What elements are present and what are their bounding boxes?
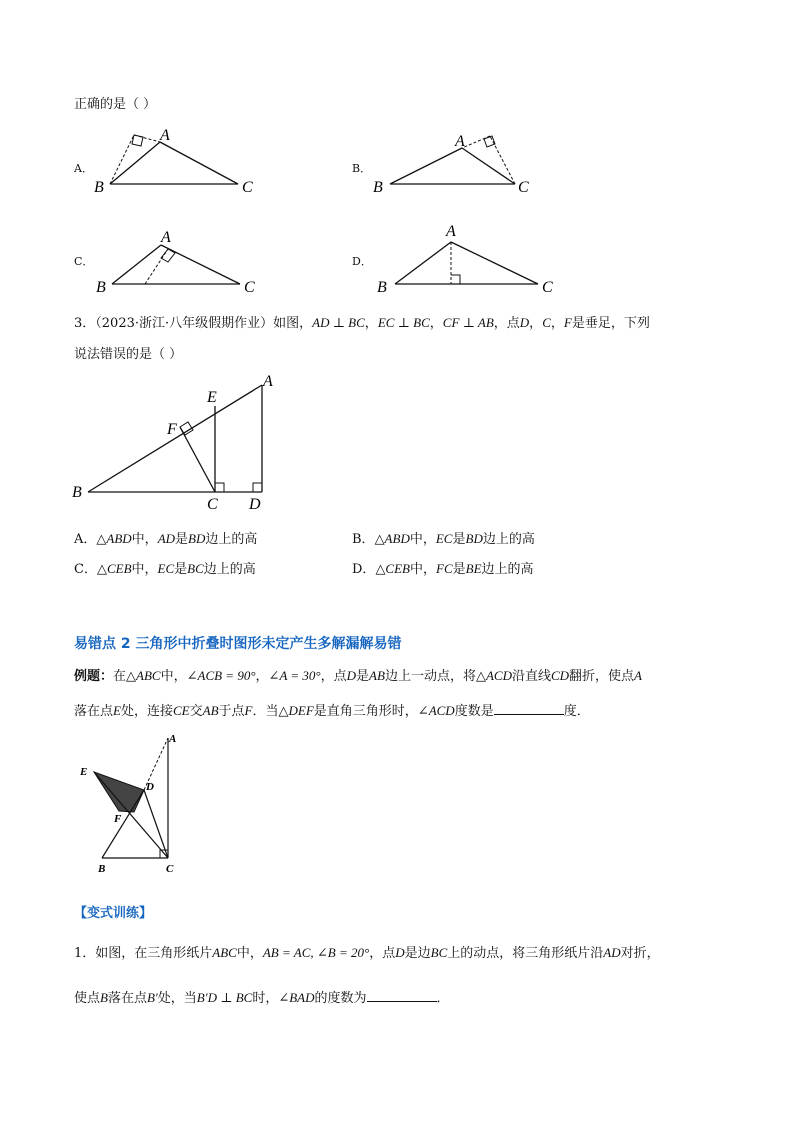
q3-option-a: A．△ABD中，AD是BD边上的高 bbox=[74, 531, 258, 547]
q2-option-a-label: A． bbox=[74, 162, 93, 175]
q2-d-pt-b: B bbox=[377, 279, 387, 296]
ex-pt-e: E bbox=[80, 766, 88, 778]
q3-pt-c: C bbox=[207, 496, 218, 513]
variant-answer-blank[interactable] bbox=[367, 989, 437, 1002]
q2-a-pt-a: A bbox=[160, 127, 170, 144]
q2-option-b-label: B． bbox=[352, 162, 372, 175]
q3-option-c: C．△CEB中，EC是BC边上的高 bbox=[74, 561, 256, 577]
q2-stem: 正确的是（ ） bbox=[74, 97, 157, 112]
q3-option-d: D．△CEB中，FC是BE边上的高 bbox=[352, 561, 534, 577]
q3-pt-e: E bbox=[207, 389, 217, 406]
ex-pt-f: F bbox=[114, 813, 122, 825]
q2-d-pt-c: C bbox=[542, 279, 553, 296]
ex-pt-c: C bbox=[166, 863, 174, 875]
q2-c-pt-c: C bbox=[244, 279, 255, 296]
q2-b-pt-a: A bbox=[455, 133, 465, 150]
q2-c-pt-a: A bbox=[161, 229, 171, 246]
ex-pt-d: D bbox=[146, 781, 154, 793]
q3-line-1: 3．（2023·浙江·八年级假期作业）如图，AD ⊥ BC，EC ⊥ BC，CF ⊥ AB，点D，C，F是垂足，下列 bbox=[74, 315, 650, 331]
example-line-1: 例题：在△ABC中，∠ACB = 90°，∠A = 30°，点D是AB边上一动点，将△ACD沿直线CD翻折，使点A bbox=[74, 668, 642, 684]
q3-pt-a: A bbox=[263, 373, 273, 390]
q2-a-pt-c: C bbox=[242, 179, 253, 196]
variant-title: 【变式训练】 bbox=[74, 906, 153, 921]
q3-pt-f: F bbox=[167, 421, 177, 438]
ex-pt-b: B bbox=[98, 863, 106, 875]
q2-option-c-label: C． bbox=[74, 255, 94, 268]
q3-line-2: 说法错误的是（ ） bbox=[74, 347, 183, 362]
q2-c-pt-b: B bbox=[96, 279, 106, 296]
section-title: 易错点 2 三角形中折叠时图形未定产生多解漏解易错 bbox=[74, 636, 402, 652]
q3-option-b: B．△ABD中，EC是BD边上的高 bbox=[352, 531, 535, 547]
variant-line-1: 1．如图，在三角形纸片ABC中，AB = AC, ∠B = 20°，点D是边BC上的动点，将三角形纸片沿AD对折， bbox=[74, 945, 660, 961]
ex-pt-a: A bbox=[169, 733, 177, 745]
q2-a-pt-b: B bbox=[94, 179, 104, 196]
q2-b-pt-c: C bbox=[518, 179, 529, 196]
variant-line-2: 使点B落在点B′处，当B′D ⊥ BC时，∠BAD的度数为 ． bbox=[74, 990, 450, 1006]
q3-pt-b: B bbox=[72, 484, 82, 501]
q2-d-pt-a: A bbox=[446, 223, 456, 240]
q3-pt-d: D bbox=[249, 496, 261, 513]
q2-b-pt-b: B bbox=[373, 179, 383, 196]
example-line-2: 落在点E处，连接CE交AB于点F．当△DEF是直角三角形时，∠ACD度数是 度． bbox=[74, 703, 590, 719]
q2-option-d-label: D． bbox=[352, 255, 372, 268]
